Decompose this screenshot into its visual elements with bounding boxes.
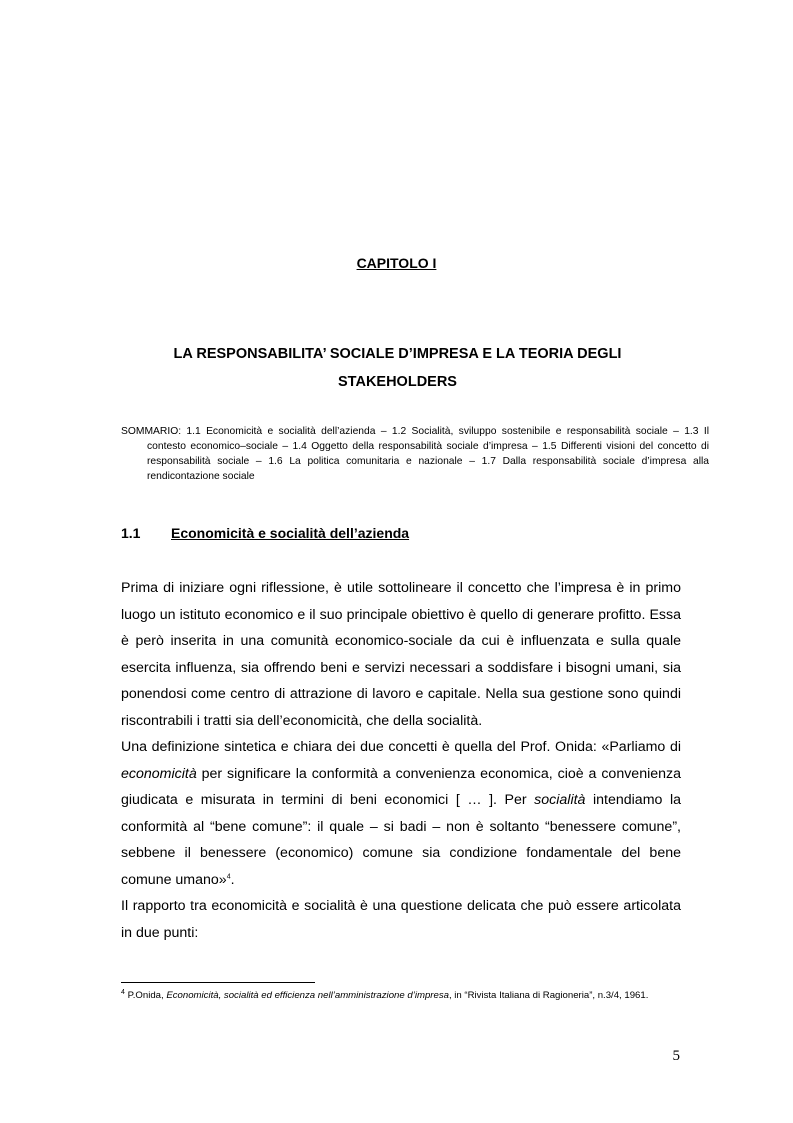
paragraph-3: Il rapporto tra economicità e socialità è una questione delicata che può essere articolata in due punti: bbox=[121, 898, 681, 941]
body-text bbox=[121, 575, 681, 946]
footnote bbox=[121, 989, 681, 1003]
paragraph-2 bbox=[121, 734, 681, 893]
section-title: Economicità e socialità dell’azienda bbox=[171, 525, 410, 541]
section-number: 1.1 bbox=[121, 525, 141, 541]
paragraph-2-part-b: per significare la conformità a convenienza economica, cioè a convenienza giudicata e misurata in termini di beni economici [ … ]. Per bbox=[121, 765, 681, 808]
footnote-work-title: Economicità, socialità ed efficienza nell’amministrazione d’impresa bbox=[166, 990, 449, 1001]
paragraph-1: Prima di iniziare ogni riflessione, è utile sottolineare il concetto che l’impresa è in primo luogo un istituto economico e il suo principale obiettivo è quello di generare profitto. Essa è però inserita in una comunità economico-sociale da cui è influenzata e sulla quale esercita influenza, sia offrendo beni e servizi necessari a soddisfare i bisogni umani, sia ponendosi come centro di attrazione di lavoro e capitale. Nella sua gestione sono quindi riscontrabili i tratti sia dell’economicità, che della socialità. bbox=[121, 580, 681, 729]
chapter-title-line-1: LA RESPONSABILITA’ SOCIALE D’IMPRESA E LA TEORIA DEGLI bbox=[173, 346, 622, 362]
chapter-title-line-2: STAKEHOLDERS bbox=[338, 374, 457, 390]
footnote-reference[interactable]: 4 bbox=[226, 872, 231, 880]
page-number: 5 bbox=[672, 1048, 680, 1064]
chapter-heading: CAPITOLO I bbox=[356, 255, 437, 271]
paragraph-2-part-c: intendiamo la conformità al “bene comune”: il quale – si badi – non è soltanto “benessere comune”, sebbene il benessere (economico) comune sia condizione fondamentale del bene comune umano» bbox=[121, 792, 681, 888]
paragraph-2-part-d: . bbox=[230, 871, 235, 888]
footnote-separator bbox=[121, 982, 315, 983]
chapter-title bbox=[120, 340, 675, 396]
footnote-author: P.Onida, bbox=[124, 990, 167, 1001]
section-heading bbox=[121, 525, 681, 541]
paragraph-2-part-a: Una definizione sintetica e chiara dei due concetti è quella del Prof. Onida: «Parliamo di bbox=[121, 739, 681, 755]
footnote-mark: 4 bbox=[121, 988, 125, 996]
footnote-source: , in “Rivista Italiana di Ragioneria”, n.3/4, 1961. bbox=[448, 990, 649, 1001]
term-socialita: socialità bbox=[534, 792, 586, 808]
term-economicita: economicità bbox=[121, 765, 197, 782]
chapter-summary: SOMMARIO: 1.1 Economicità e socialità dell’azienda – 1.2 Socialità, sviluppo sostenibile e responsabilità sociale – 1.3 Il contesto economico–sociale – 1.4 Oggetto della responsabilità sociale d’impresa – 1.5 Differenti visioni del concetto di responsabilità sociale – 1.6 La politica comunitaria e nazionale – 1.7 Dalla responsabilità sociale d’impresa alla rendicontazione sociale bbox=[121, 426, 709, 482]
